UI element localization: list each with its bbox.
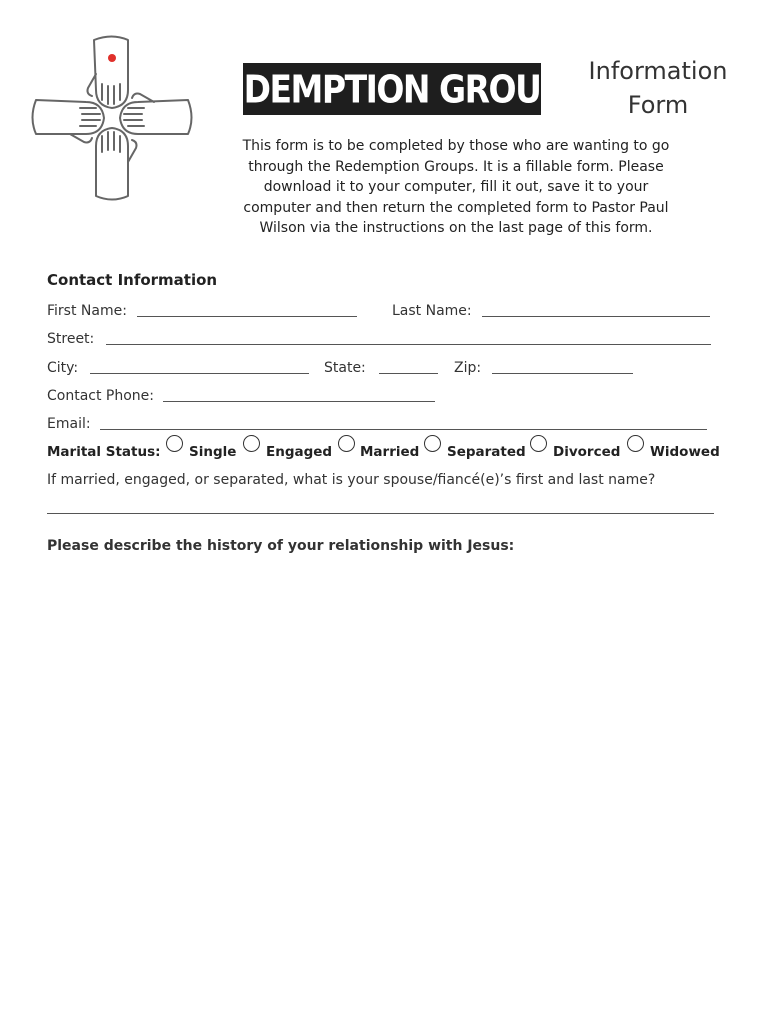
- zip-underline: [492, 373, 633, 374]
- email-underline: [100, 429, 707, 430]
- first-name-field[interactable]: [139, 298, 355, 316]
- four-hands-logo-icon: [30, 34, 194, 202]
- marital-status-label: Marital Status:: [47, 444, 161, 460]
- zip-label: Zip:: [454, 360, 482, 376]
- first-name-underline: [137, 316, 357, 317]
- street-label: Street:: [47, 331, 95, 347]
- section-title: Contact Information: [47, 271, 218, 289]
- street-underline: [106, 344, 711, 345]
- marital-option-single: Single: [189, 444, 237, 460]
- phone-field[interactable]: [165, 383, 433, 401]
- marital-option-separated: Separated: [447, 444, 526, 460]
- last-name-label: Last Name:: [392, 303, 472, 319]
- marital-radio-widowed[interactable]: [627, 435, 644, 452]
- city-field[interactable]: [92, 355, 307, 373]
- marital-radio-divorced[interactable]: [530, 435, 547, 452]
- history-field[interactable]: [47, 562, 718, 966]
- brand-name: REDEMPTION GROUPS: [198, 66, 586, 112]
- page-title: [560, 54, 756, 122]
- street-field[interactable]: [108, 326, 708, 344]
- first-name-label: First Name:: [47, 303, 127, 319]
- last-name-underline: [482, 316, 710, 317]
- marital-option-divorced: Divorced: [553, 444, 621, 460]
- brand-banner: [198, 63, 586, 115]
- city-underline: [90, 373, 309, 374]
- state-label: State:: [324, 360, 366, 376]
- zip-field[interactable]: [494, 355, 631, 373]
- marital-radio-separated[interactable]: [424, 435, 441, 452]
- phone-label: Contact Phone:: [47, 388, 155, 404]
- history-question: Please describe the history of your relationship with Jesus:: [47, 538, 515, 554]
- spouse-underline: [47, 513, 714, 514]
- city-label: City:: [47, 360, 79, 376]
- marital-radio-engaged[interactable]: [243, 435, 260, 452]
- page-title-line1: Information: [588, 57, 728, 85]
- state-underline: [379, 373, 438, 374]
- marital-radio-single[interactable]: [166, 435, 183, 452]
- last-name-field[interactable]: [484, 298, 708, 316]
- phone-underline: [163, 401, 435, 402]
- state-field[interactable]: [381, 355, 436, 373]
- page-title-line2: Form: [627, 91, 689, 119]
- email-label: Email:: [47, 416, 91, 432]
- email-field[interactable]: [102, 411, 704, 429]
- marital-option-engaged: Engaged: [266, 444, 333, 460]
- spouse-name-field[interactable]: [49, 494, 711, 512]
- marital-option-married: Married: [360, 444, 420, 460]
- spouse-question: If married, engaged, or separated, what is your spouse/fiancé(e)’s first and last name?: [47, 472, 656, 488]
- marital-option-widowed: Widowed: [650, 444, 720, 460]
- marital-radio-married[interactable]: [338, 435, 355, 452]
- intro-text: This form is to be completed by those who are wanting to go through the Redemption Groups. It is a fillable form. Please download it to your computer, fill it out, save it to your computer and then return the completed form to Pastor Paul Wilson via the instructions on the last page of this form.: [242, 138, 670, 236]
